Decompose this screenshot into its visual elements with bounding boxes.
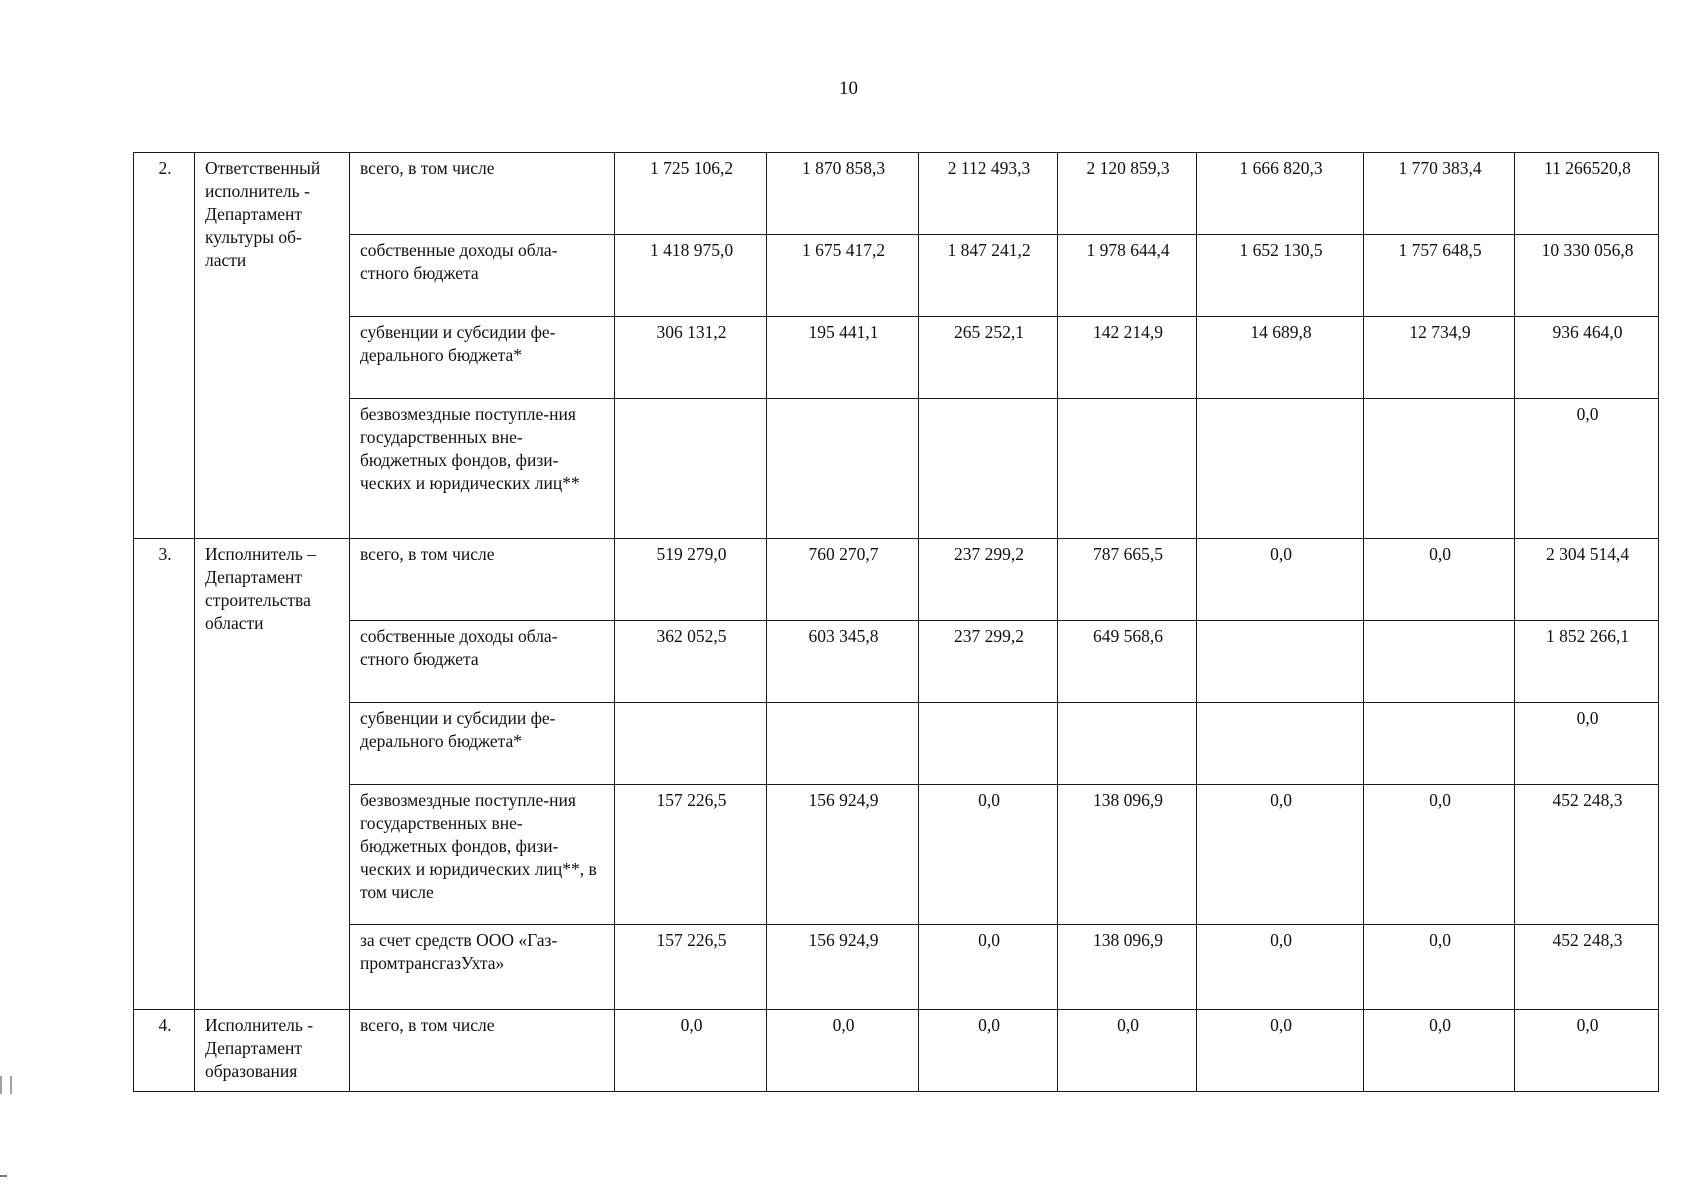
- table-row: [134, 703, 1659, 785]
- year-value-cell: [1058, 399, 1197, 539]
- year-value-cell: 157 226,5: [615, 925, 767, 1010]
- year-value-cell: 649 568,6: [1058, 621, 1197, 703]
- year-value-cell: [615, 703, 767, 785]
- page-number: 10: [839, 78, 858, 99]
- total-value-cell: 452 248,3: [1515, 925, 1659, 1010]
- year-value-cell: 0,0: [919, 925, 1058, 1010]
- year-value-cell: 1 675 417,2: [767, 235, 919, 317]
- funding-source-label: всего, в том числе: [350, 1010, 615, 1092]
- table-row: [134, 1010, 1659, 1092]
- year-value-cell: 1 725 106,2: [615, 153, 767, 235]
- group-number: 2.: [134, 153, 195, 539]
- year-value-cell: 138 096,9: [1058, 925, 1197, 1010]
- year-value-cell: 0,0: [1364, 785, 1515, 925]
- year-value-cell: 1 418 975,0: [615, 235, 767, 317]
- year-value-cell: 2 120 859,3: [1058, 153, 1197, 235]
- year-value-cell: [767, 399, 919, 539]
- year-value-cell: [1364, 399, 1515, 539]
- funding-source-label: всего, в том числе: [350, 539, 615, 621]
- funding-source-label: собственные доходы обла-стного бюджета: [350, 235, 615, 317]
- year-value-cell: [919, 399, 1058, 539]
- year-value-cell: 237 299,2: [919, 539, 1058, 621]
- year-value-cell: 603 345,8: [767, 621, 919, 703]
- table-row: [134, 925, 1659, 1010]
- table-row: [134, 235, 1659, 317]
- table-row: [134, 621, 1659, 703]
- year-value-cell: 14 689,8: [1197, 317, 1364, 399]
- margin-dash-mark: [0, 1175, 7, 1177]
- year-value-cell: 1 757 648,5: [1364, 235, 1515, 317]
- table-row: [134, 317, 1659, 399]
- year-value-cell: [1364, 621, 1515, 703]
- year-value-cell: 1 870 858,3: [767, 153, 919, 235]
- year-value-cell: 265 252,1: [919, 317, 1058, 399]
- year-value-cell: [1364, 703, 1515, 785]
- year-value-cell: 0,0: [1197, 785, 1364, 925]
- year-value-cell: 760 270,7: [767, 539, 919, 621]
- year-value-cell: 138 096,9: [1058, 785, 1197, 925]
- year-value-cell: 787 665,5: [1058, 539, 1197, 621]
- table-row: [134, 399, 1659, 539]
- year-value-cell: 0,0: [1197, 539, 1364, 621]
- year-value-cell: 142 214,9: [1058, 317, 1197, 399]
- year-value-cell: 1 978 644,4: [1058, 235, 1197, 317]
- year-value-cell: 0,0: [919, 1010, 1058, 1092]
- funding-source-label: безвозмездные поступле-ния государственных вне-бюджетных фондов, физи-ческих и юридических лиц**, в том числе: [350, 785, 615, 925]
- year-value-cell: [1197, 703, 1364, 785]
- budget-table: [133, 152, 1659, 1092]
- funding-source-label: субвенции и субсидии фе-дерального бюджета*: [350, 317, 615, 399]
- year-value-cell: 1 666 820,3: [1197, 153, 1364, 235]
- group-number: 4.: [134, 1010, 195, 1092]
- total-value-cell: 11 266520,8: [1515, 153, 1659, 235]
- year-value-cell: 156 924,9: [767, 925, 919, 1010]
- year-value-cell: 12 734,9: [1364, 317, 1515, 399]
- funding-source-label: за счет средств ООО «Газ-промтрансгазУхта»: [350, 925, 615, 1010]
- total-value-cell: 0,0: [1515, 399, 1659, 539]
- total-value-cell: 0,0: [1515, 1010, 1659, 1092]
- total-value-cell: 2 304 514,4: [1515, 539, 1659, 621]
- year-value-cell: 156 924,9: [767, 785, 919, 925]
- year-value-cell: 2 112 493,3: [919, 153, 1058, 235]
- year-value-cell: 1 847 241,2: [919, 235, 1058, 317]
- table-row: [134, 153, 1659, 235]
- year-value-cell: 519 279,0: [615, 539, 767, 621]
- year-value-cell: 0,0: [1058, 1010, 1197, 1092]
- executor-name: Исполнитель - Департамент образования: [195, 1010, 350, 1092]
- year-value-cell: 195 441,1: [767, 317, 919, 399]
- total-value-cell: 0,0: [1515, 703, 1659, 785]
- year-value-cell: [615, 399, 767, 539]
- year-value-cell: 362 052,5: [615, 621, 767, 703]
- year-value-cell: 306 131,2: [615, 317, 767, 399]
- executor-name: Ответственный исполнитель - Департамент культуры об-ласти: [195, 153, 350, 539]
- year-value-cell: 157 226,5: [615, 785, 767, 925]
- year-value-cell: [1197, 621, 1364, 703]
- year-value-cell: 0,0: [1364, 925, 1515, 1010]
- year-value-cell: 0,0: [1197, 1010, 1364, 1092]
- year-value-cell: 237 299,2: [919, 621, 1058, 703]
- year-value-cell: [919, 703, 1058, 785]
- total-value-cell: 1 852 266,1: [1515, 621, 1659, 703]
- funding-source-label: собственные доходы обла-стного бюджета: [350, 621, 615, 703]
- table-row: [134, 785, 1659, 925]
- funding-source-label: всего, в том числе: [350, 153, 615, 235]
- year-value-cell: [767, 703, 919, 785]
- year-value-cell: 0,0: [1197, 925, 1364, 1010]
- total-value-cell: 936 464,0: [1515, 317, 1659, 399]
- funding-source-label: субвенции и субсидии фе-дерального бюджета*: [350, 703, 615, 785]
- year-value-cell: 0,0: [767, 1010, 919, 1092]
- group-number: 3.: [134, 539, 195, 1010]
- year-value-cell: 0,0: [1364, 539, 1515, 621]
- year-value-cell: 1 770 383,4: [1364, 153, 1515, 235]
- year-value-cell: 1 652 130,5: [1197, 235, 1364, 317]
- year-value-cell: 0,0: [615, 1010, 767, 1092]
- year-value-cell: [1058, 703, 1197, 785]
- year-value-cell: 0,0: [919, 785, 1058, 925]
- executor-name: Исполнитель – Департамент строительства области: [195, 539, 350, 1010]
- total-value-cell: 452 248,3: [1515, 785, 1659, 925]
- year-value-cell: [1197, 399, 1364, 539]
- total-value-cell: 10 330 056,8: [1515, 235, 1659, 317]
- year-value-cell: 0,0: [1364, 1010, 1515, 1092]
- funding-source-label: безвозмездные поступле-ния государственных вне-бюджетных фондов, физи-ческих и юридических лиц**: [350, 399, 615, 539]
- table-row: [134, 539, 1659, 621]
- margin-binding-mark: [0, 1076, 12, 1094]
